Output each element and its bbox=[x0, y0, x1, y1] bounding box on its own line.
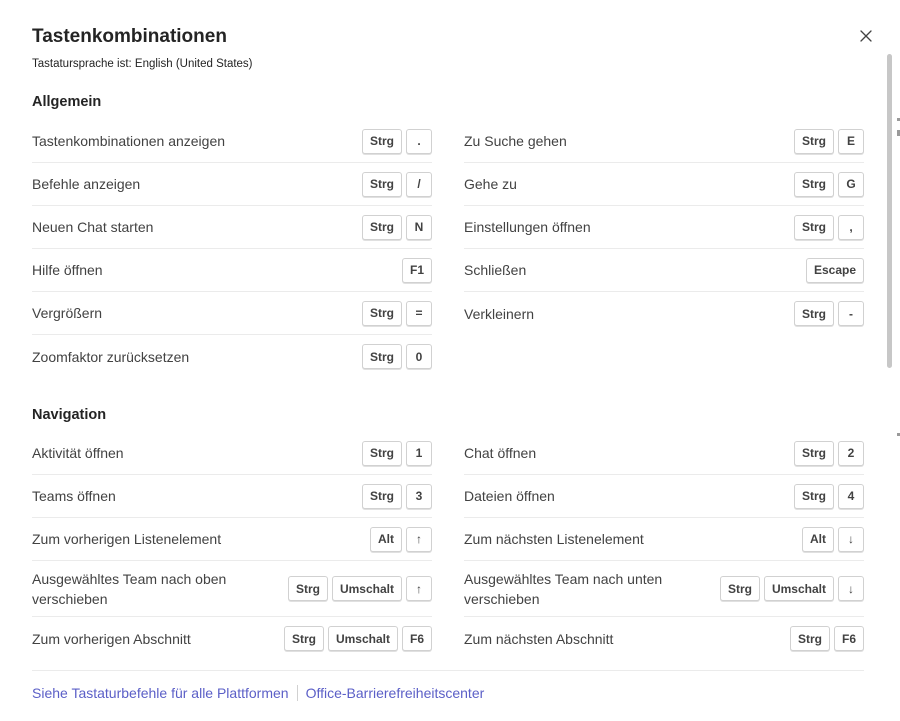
navigation-right-column bbox=[464, 432, 864, 660]
shortcut-keys bbox=[362, 301, 432, 326]
key-cap: - bbox=[838, 301, 864, 326]
shortcut-keys bbox=[362, 344, 432, 369]
shortcut-label: Zu Suche gehen bbox=[464, 133, 567, 149]
shortcut-keys bbox=[370, 527, 432, 552]
shortcut-label: Schließen bbox=[464, 262, 527, 278]
key-cap: Strg bbox=[794, 301, 834, 326]
shortcut-keys bbox=[794, 129, 864, 154]
shortcut-label: Ausgewähltes Team nach oben verschieben bbox=[32, 570, 227, 607]
shortcut-row bbox=[464, 249, 864, 292]
footer-separator bbox=[297, 685, 298, 701]
navigation-left-column bbox=[32, 432, 432, 660]
key-cap: F6 bbox=[402, 626, 432, 651]
shortcut-label: Hilfe öffnen bbox=[32, 262, 103, 278]
shortcut-row bbox=[464, 292, 864, 335]
key-cap: = bbox=[406, 301, 432, 326]
keyboard-language-info: Tastatursprache ist: English (United States) bbox=[32, 58, 253, 70]
key-cap: Strg bbox=[284, 626, 324, 651]
key-cap: Umschalt bbox=[332, 576, 402, 601]
shortcut-keys bbox=[720, 576, 864, 601]
close-button[interactable] bbox=[856, 26, 876, 46]
close-icon bbox=[856, 26, 876, 46]
shortcut-row bbox=[32, 292, 432, 335]
shortcut-keys bbox=[802, 527, 864, 552]
key-cap: 3 bbox=[406, 484, 432, 509]
general-left-column bbox=[32, 120, 432, 378]
key-cap: Strg bbox=[794, 484, 834, 509]
key-cap: Strg bbox=[288, 576, 328, 601]
shortcut-row bbox=[32, 475, 432, 518]
shortcut-row bbox=[464, 206, 864, 249]
shortcut-row bbox=[464, 475, 864, 518]
shortcut-row bbox=[464, 518, 864, 561]
shortcut-keys bbox=[362, 215, 432, 240]
footer-links bbox=[32, 685, 484, 701]
shortcut-row bbox=[464, 561, 864, 617]
key-cap: Strg bbox=[790, 626, 830, 651]
key-cap: , bbox=[838, 215, 864, 240]
key-cap: Strg bbox=[362, 301, 402, 326]
shortcut-label: Zum vorherigen Abschnitt bbox=[32, 630, 191, 647]
key-cap: . bbox=[406, 129, 432, 154]
key-cap: Escape bbox=[806, 258, 864, 283]
key-cap: Strg bbox=[362, 215, 402, 240]
key-cap: Alt bbox=[370, 527, 402, 552]
shortcut-row bbox=[32, 206, 432, 249]
shortcut-label: Zoomfaktor zurücksetzen bbox=[32, 348, 190, 365]
key-cap: / bbox=[406, 172, 432, 197]
all-platforms-shortcuts-link[interactable]: Siehe Tastaturbefehle für alle Plattformen bbox=[32, 685, 289, 701]
shortcut-row bbox=[32, 163, 432, 206]
shortcut-row bbox=[32, 561, 432, 617]
shortcut-label: Neuen Chat starten bbox=[32, 219, 154, 235]
shortcut-keys bbox=[794, 484, 864, 509]
key-cap: Strg bbox=[720, 576, 760, 601]
accessibility-center-link[interactable]: Office-Barrierefreiheitscenter bbox=[305, 685, 485, 701]
shortcut-label: Chat öffnen bbox=[464, 445, 537, 461]
key-cap: Alt bbox=[802, 527, 834, 552]
shortcut-label: Ausgewähltes Team nach unten verschieben bbox=[464, 570, 663, 607]
scrollbar-thumb[interactable] bbox=[887, 54, 892, 368]
shortcut-label: Zum nächsten Abschnitt bbox=[464, 630, 614, 647]
shortcut-label: Befehle anzeigen bbox=[32, 176, 141, 192]
shortcut-keys bbox=[362, 484, 432, 509]
key-cap: Strg bbox=[794, 172, 834, 197]
background-edge bbox=[896, 118, 900, 458]
shortcut-row bbox=[464, 120, 864, 163]
key-cap: Umschalt bbox=[764, 576, 834, 601]
shortcut-label: Aktivität öffnen bbox=[32, 445, 124, 461]
key-cap: 4 bbox=[838, 484, 864, 509]
key-cap: ↑ bbox=[406, 576, 432, 601]
key-cap: Strg bbox=[794, 129, 834, 154]
shortcut-label: Gehe zu bbox=[464, 176, 517, 192]
shortcut-row bbox=[464, 163, 864, 206]
shortcut-keys bbox=[362, 129, 432, 154]
key-cap: Strg bbox=[362, 129, 402, 154]
key-cap: ↓ bbox=[838, 576, 864, 601]
shortcut-keys bbox=[288, 576, 432, 601]
shortcut-keys bbox=[362, 441, 432, 466]
shortcut-keys bbox=[794, 441, 864, 466]
shortcut-row bbox=[464, 432, 864, 475]
shortcut-row bbox=[32, 249, 432, 292]
key-cap: Umschalt bbox=[328, 626, 398, 651]
shortcut-label: Teams öffnen bbox=[32, 488, 116, 504]
shortcut-label: Zum nächsten Listenelement bbox=[464, 531, 644, 547]
shortcut-row bbox=[464, 617, 864, 660]
key-cap: ↓ bbox=[838, 527, 864, 552]
shortcut-keys bbox=[794, 215, 864, 240]
key-cap: N bbox=[406, 215, 432, 240]
shortcut-row bbox=[32, 335, 432, 378]
shortcut-keys bbox=[794, 301, 864, 326]
key-cap: Strg bbox=[362, 344, 402, 369]
shortcut-label: Verkleinern bbox=[464, 305, 535, 322]
key-cap: ↑ bbox=[406, 527, 432, 552]
key-cap: 1 bbox=[406, 441, 432, 466]
key-cap: G bbox=[838, 172, 864, 197]
key-cap: F1 bbox=[402, 258, 432, 283]
key-cap: 0 bbox=[406, 344, 432, 369]
footer-divider bbox=[32, 670, 864, 671]
shortcut-keys bbox=[284, 626, 432, 651]
shortcut-keys bbox=[790, 626, 864, 651]
key-cap: Strg bbox=[794, 215, 834, 240]
section-title-general: Allgemein bbox=[32, 94, 102, 110]
shortcut-row bbox=[32, 120, 432, 163]
shortcut-row bbox=[32, 518, 432, 561]
shortcut-keys bbox=[362, 172, 432, 197]
key-cap: Strg bbox=[362, 484, 402, 509]
shortcut-label: Einstellungen öffnen bbox=[464, 219, 591, 235]
key-cap: Strg bbox=[362, 441, 402, 466]
shortcut-label: Tastenkombinationen anzeigen bbox=[32, 133, 226, 149]
section-title-navigation: Navigation bbox=[32, 407, 107, 423]
shortcut-label: Zum vorherigen Listenelement bbox=[32, 531, 222, 547]
key-cap: F6 bbox=[834, 626, 864, 651]
shortcut-label: Vergrößern bbox=[32, 305, 103, 321]
key-cap: Strg bbox=[362, 172, 402, 197]
shortcut-keys bbox=[794, 172, 864, 197]
shortcut-row bbox=[32, 432, 432, 475]
shortcut-row bbox=[32, 617, 432, 660]
general-right-column bbox=[464, 120, 864, 335]
shortcut-label: Dateien öffnen bbox=[464, 488, 555, 504]
shortcut-keys bbox=[806, 258, 864, 283]
shortcut-keys bbox=[402, 258, 432, 283]
key-cap: 2 bbox=[838, 441, 864, 466]
key-cap: Strg bbox=[794, 441, 834, 466]
key-cap: E bbox=[838, 129, 864, 154]
dialog-title: Tastenkombinationen bbox=[32, 26, 227, 47]
